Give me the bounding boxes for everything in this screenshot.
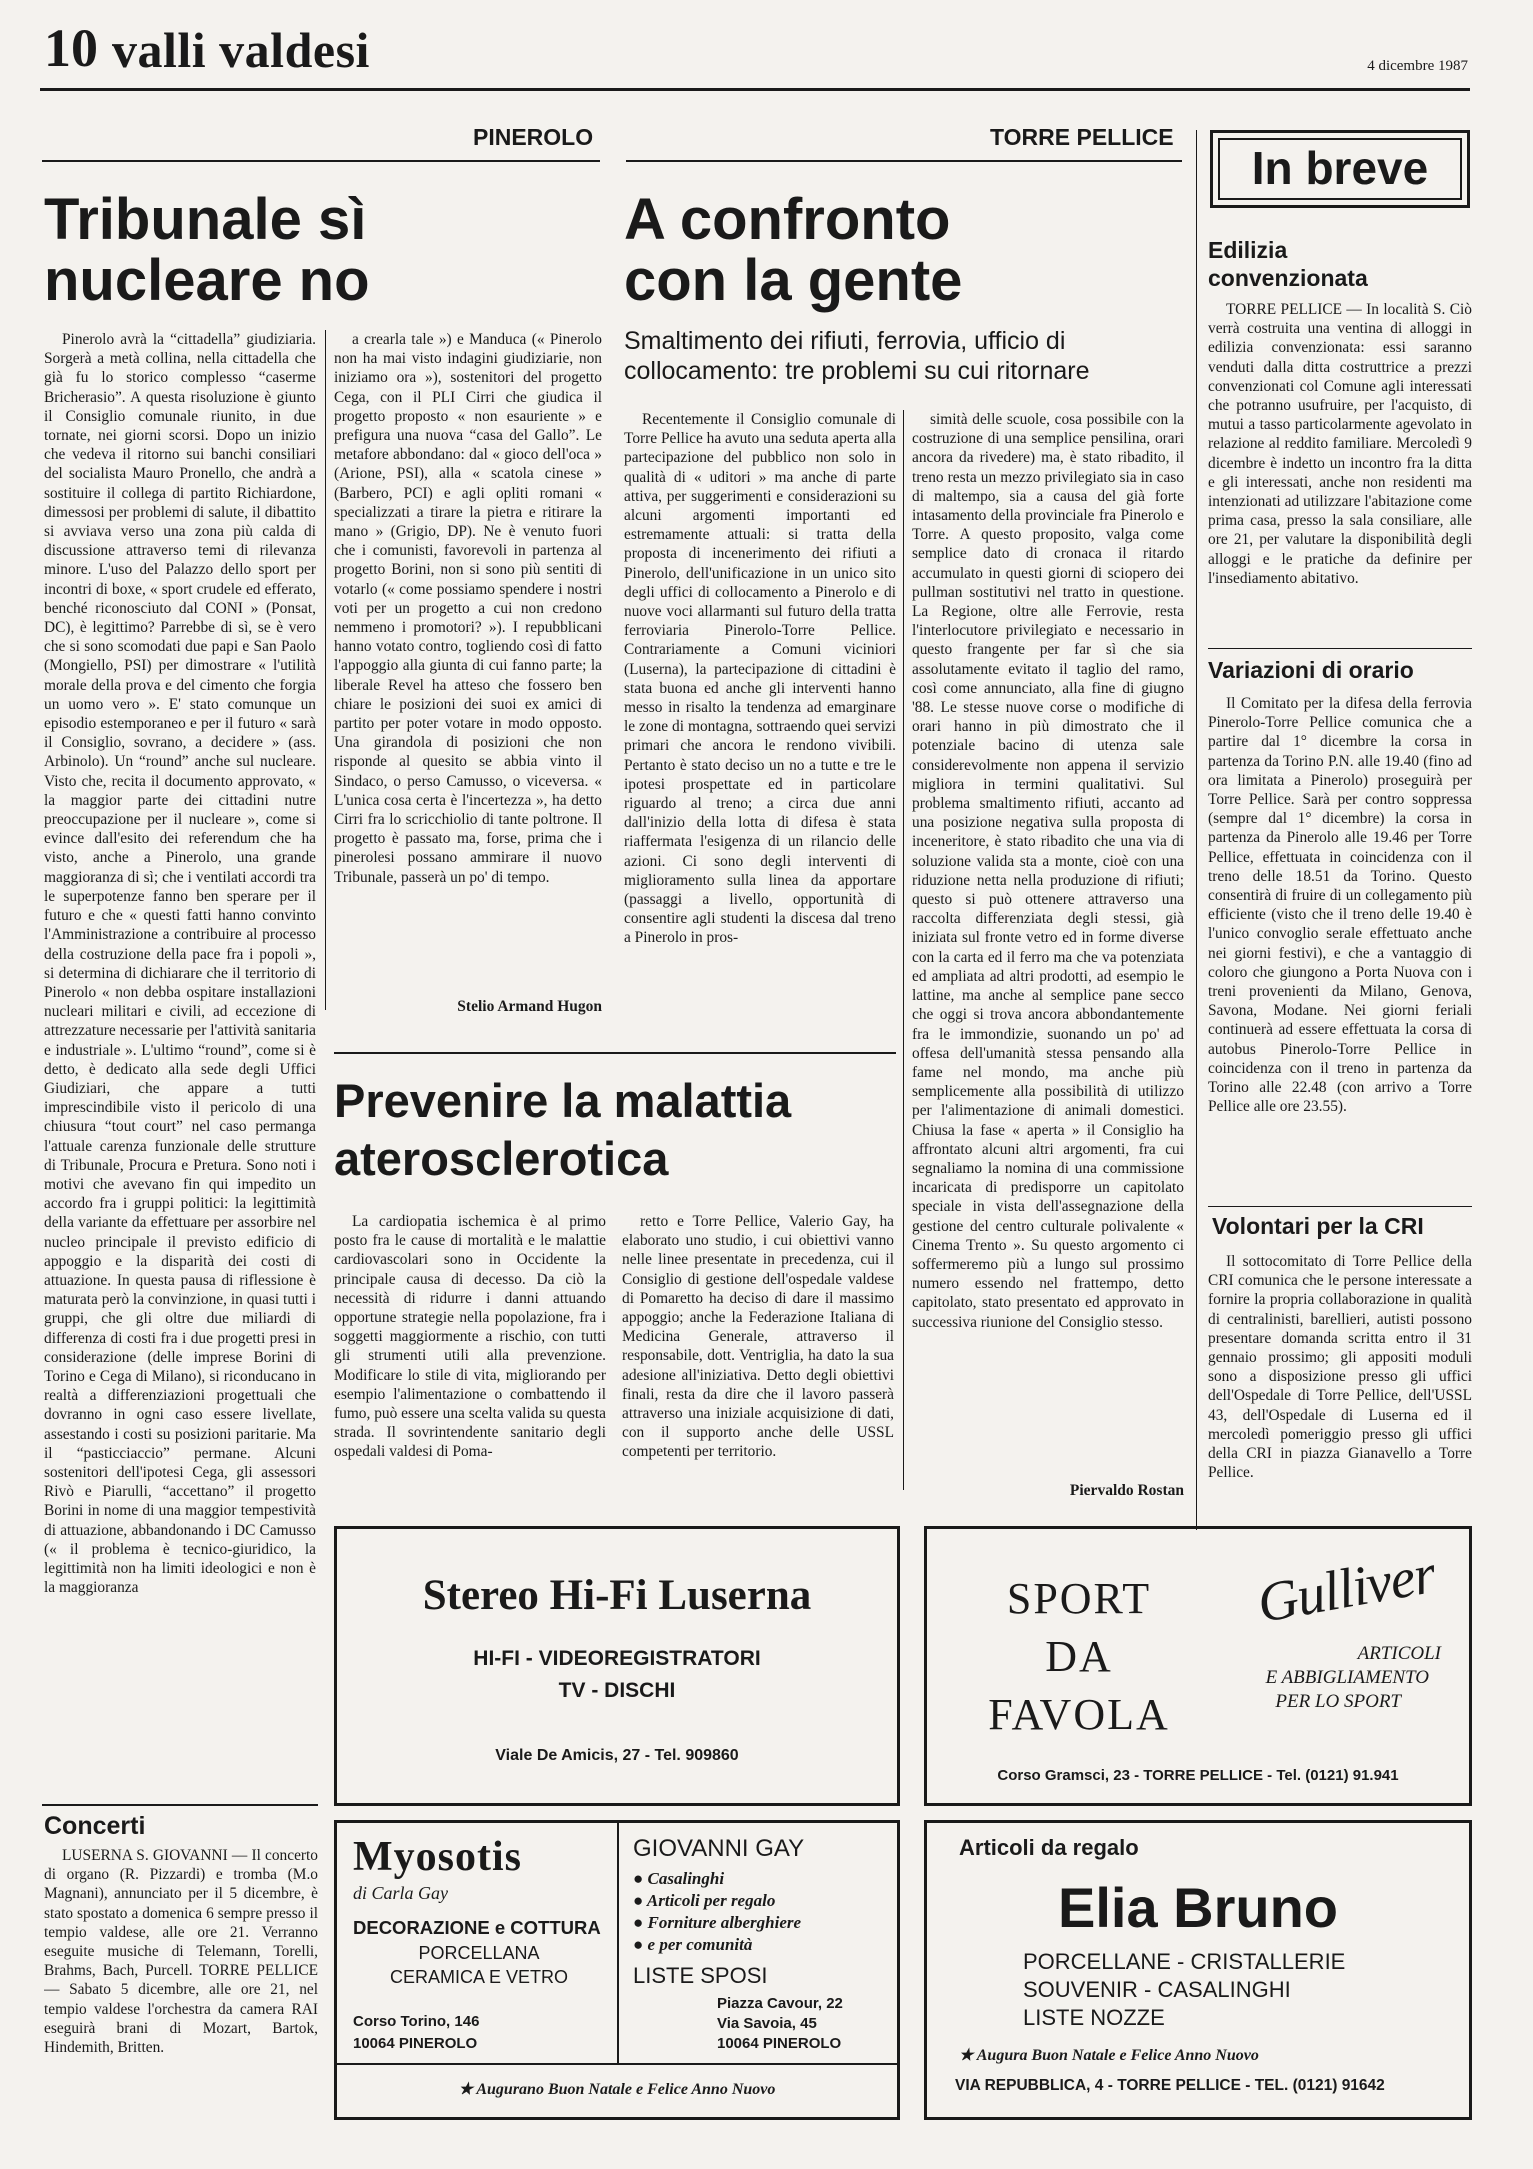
column-rule-2 bbox=[903, 410, 904, 1490]
section-rule-right bbox=[626, 160, 1182, 162]
ad-gulliver-tag2: E ABBIGLIAMENTO bbox=[1265, 1667, 1429, 1688]
ad-gulliver-tag3: PER LO SPORT bbox=[1275, 1691, 1401, 1712]
tribunale-column-2 bbox=[334, 330, 602, 992]
headline-tribunale bbox=[44, 187, 370, 313]
ad-stereo-hifi bbox=[334, 1526, 900, 1806]
brief-variazioni-text bbox=[1208, 694, 1472, 1198]
ad-stereo-line1: HI-FI - VIDEOREGISTRATORI bbox=[473, 1647, 761, 1670]
elia-line2: SOUVENIR - CASALINGHI bbox=[1023, 1977, 1291, 2002]
column-rule-3 bbox=[1196, 130, 1197, 1530]
myosotis-addr1: Corso Torino, 146 bbox=[353, 2013, 480, 2030]
ad-bottom-divider bbox=[337, 2063, 897, 2065]
ad-gulliver-line1: SPORT bbox=[1006, 1574, 1152, 1623]
confronto-bottom-rule bbox=[334, 1052, 896, 1054]
ad-gulliver-line3: FAVOLA bbox=[988, 1690, 1170, 1739]
ad-shared-greeting-text: Augurano Buon Natale e Felice Anno Nuovo bbox=[476, 2081, 776, 2098]
myosotis-line3: CERAMICA E VETRO bbox=[389, 1967, 569, 1987]
headline-prevenire bbox=[334, 1072, 791, 1188]
prevenire-col1-text: La cardiopatia ischemica è al primo posto fra le cause di mortalità e le malattie cardiovascolari sono in Occidente la principale causa di decesso. Da ciò la necessità di ridurre i danni attuando opportune strategie nella popolazione, fra i soggetti maggiormente a rischio, con tutti gli strumenti utili alla prevenzione. Modificare lo stile di vita, migliorando per esempio l'alimentazione o combattendo il fumo, può essere una scelta valida su questa strada. Il sovrintendente sanitario degli ospedali valdesi di Poma- bbox=[334, 1213, 606, 1461]
ad-gulliver-address: Corso Gramsci, 23 - TORRE PELLICE - Tel. (0121) 91.941 bbox=[997, 1767, 1399, 1784]
in-breve-title: In breve bbox=[1251, 142, 1429, 194]
prevenire-column-1 bbox=[334, 1212, 606, 1498]
gay-item-3-text: Forniture alberghiere bbox=[647, 1913, 802, 1932]
ad-gulliver bbox=[924, 1526, 1472, 1806]
ad-shared-greeting: ★ Augurano Buon Natale e Felice Anno Nuovo bbox=[458, 2081, 776, 2098]
section-label-pinerolo: PINEROLO bbox=[473, 124, 594, 150]
headline-tribunale-line2: nucleare no bbox=[44, 247, 370, 313]
myosotis-line2: PORCELLANA bbox=[418, 1943, 540, 1963]
confronto-col1-text: Recentemente il Consiglio comunale di Torre Pellice ha avuto una seduta aperta alla partecipazione del pubblico non solo in qualità di « uditori » ma anche di parte attiva, per suggerimenti e considerazioni su alcuni argomenti importanti ed estremamente attuali: si tratta della proposta di incenerimento dei rifiuti a Pinerolo, dell'unificazione in un unico sito degli uffici di collocamento a Pinerolo e di nuove voci allarmanti sul futuro della tratta ferroviaria Pinerolo-Torre Pellice. Contrariamente a Comuni viciniori (Luserna), la partecipazione di cittadini è stata buona ed anche gli interventi hanno messo in risalto la tendenza ad emarginare le zone di montagna, sottraendo quei servizi primari che ancora le rendono vivibili. Pertanto è stato deciso un no a tutte e tre le ipotesi prospettate ed in particolare riguardo al treno; a circa due anni dall'inizio della lotta di difesa è stata riaffermata l'esigenza di un rilancio delle azioni. Ci sono degli interventi di miglioramento sulla linea da apportare (passaggi a livello, opportunità di consentire agli studenti la discesa dal treno a Pinerolo in pros- bbox=[624, 411, 896, 947]
gay-liste-sposi: LISTE SPOSI bbox=[633, 1963, 768, 1988]
brief-volontari-text bbox=[1208, 1252, 1472, 1532]
header-rule bbox=[40, 88, 1470, 91]
headline-tribunale-line1: Tribunale sì bbox=[44, 187, 367, 252]
confronto-column-2 bbox=[912, 410, 1184, 1472]
headline-prevenire-line2: aterosclerotica bbox=[334, 1132, 669, 1185]
headline-confronto-line1: A confronto bbox=[624, 187, 951, 252]
elia-greeting-text: Augura Buon Natale e Felice Anno Nuovo bbox=[976, 2047, 1259, 2064]
in-breve-box bbox=[1210, 130, 1470, 208]
concerti-text bbox=[44, 1846, 318, 2132]
gay-item-2-text: Articoli per regalo bbox=[646, 1891, 776, 1910]
concerti-top-rule bbox=[42, 1804, 318, 1806]
headline-confronto-line2: con la gente bbox=[624, 247, 963, 313]
elia-greeting: ★ Augura Buon Natale e Felice Anno Nuovo bbox=[959, 2047, 1259, 2064]
ad-stereo-title: Stereo Hi-Fi Luserna bbox=[422, 1572, 812, 1619]
masthead: valli valdesi bbox=[112, 22, 370, 78]
brief-title-variazioni: Variazioni di orario bbox=[1208, 657, 1414, 683]
gay-item-4: ● e per comunità bbox=[633, 1935, 753, 1954]
gay-addr3: 10064 PINEROLO bbox=[717, 2035, 842, 2052]
myosotis-logo: Myosotis bbox=[353, 1834, 522, 1880]
brief-variazioni-paragraph: Il Comitato per la difesa della ferrovia Pinerolo-Torre Pellice comunica che a partire dal 1° dicembre la corsa in partenza da Torino P.N. alle 19.40 (fino ad ora limitata a Pinerolo) proseguirà per Torre Pellice. Sarà per contro soppressa (sempre dal 1° dicembre) la corsa in partenza da Pinerolo alle 19.46 per Torre Pellice, effettuata in coincidenza con il treno delle 18.51 da Torino. Questo consentirà di fruire di un collegamento più efficiente (visto che il treno delle 19.40 è l'unico convoglio serale effettuato anche nei giorni festivi), e che a vantaggio di coloro che giungono a Porta Nuova con i treni provenienti da Milano, Genova, Savona, Modane. Nei giorni feriali continuerà ad essere effettuata la corsa di autobus Pinerolo-Torre Pellice in coincidenza con il treno in partenza da Torino alle 22.48 (con arrivo a Torre Pellice alle ore 23.55). bbox=[1208, 695, 1472, 1116]
confronto-col2-text: simità delle scuole, cosa possibile con la costruzione di una semplice pensilina, orari ancora da rivedere) ma, è stato ribadito, il treno resta un mezzo privilegiato sia in caso di maltempo, sia a causa del già forte intasamento della provinciale fra Pinerolo e Torre. A questo proposito, valga come semplice dato di cronaca il ritardo accumulato in questi giorni di sciopero dei pullman sostitutivi nel tratto in questione. La Regione, oltre alle Ferrovie, resta l'interlocutore privilegiato e necessario in questo frangente per far sì che sia assolutamente evitato il taglio del ramo, così come annunciato, alla fine di giugno '88. Le stesse nuove corse o modifiche di orari hanno in più dimostrato che il potenziale bacino di utenza sale considerevolmente non appena il servizio migliora in termini qualitativi. Sul problema smaltimento rifiuti, accanto ad una posizione negativa sulla proposta di inceneritore, è stato ribadito che una via di soluzione valida sta a monte, cioè con una riduzione netta nella produzione di rifiuti; questo si può ottenere attraverso una raccolta differenziata degli stessi, già iniziata sul fronte vetro ed in forme diverse con la carta ed il ferro ma che va potenziata ed ampliata ad altri prodotti, ad esempio le lattine, ma anche al semplice pane secco che oggi si trova ancora abbondantemente fra le immondizie, suonando un po' ad offesa dell'umanità stessa pensando alla fame nel mondo, ma anche più semplicemente alla possibilità di utilizzo per l'alimentazione di animali domestici. Chiusa la fase « aperta » il Consiglio ha affrontato alcuni altri argomenti, fra cui segnaliamo la nomina di una commissione incaricata di predisporre un capitolato speciale in vista dell'assegnazione della gestione del centro culturale polivalente « Cinema Trento ». Su questo argomento ci soffermeremo più a lungo sul prossimo numero essendo nel frattempo, detto capitolato, stato presentato ed approvato in successiva riunione del Consiglio stesso. bbox=[912, 411, 1184, 1331]
page-number: 10 bbox=[44, 18, 98, 78]
ad-divider bbox=[617, 1823, 619, 2063]
byline-tribunale: Stelio Armand Hugon bbox=[457, 998, 602, 1015]
subhead-confronto: Smaltimento dei rifiuti, ferrovia, ufficio di collocamento: tre problemi su cui ritornare bbox=[624, 327, 1090, 385]
gay-addr2: Via Savoia, 45 bbox=[717, 2015, 817, 2032]
tribunale-col1-text: Pinerolo avrà la “cittadella” giudiziaria. Sorgerà a metà collina, nella cittadella che già fu lo storico complesso “caserme Bricherasio”. A questa risoluzione è giunto il Consiglio comunale riunito, in due tornate, nei giorni scorsi. Dopo un inizio che vedeva il ritorno sui banchi consiliari del socialista Mauro Pronello, che andrà a sostituire il collega di partito Richiardone, dimessosi per problemi di salute, il dibattito si avviava verso una zona più calda di discussione attraverso temi di rilevanza minore. L'uso del Palazzo dello sport per incontri di boxe, « sport crudele ed efferato, benché riconosciuto dal CONI » (Ponsat, DC), è legittimo? Parrebbe di sì, se è vero che si sono scomodati due papi e San Paolo (Mongiello, PSI) per dimostrare « l'utilità morale della prova e del cimento che forgia un uomo vero ». E' stato comunque un episodio estemporaneo e per il futuro « sarà il Consiglio, sovrano, a decidere » (ass. Arbinolo). Un “round” anche sul nucleare. Visto che, recita il documento approvato, « la maggior parte dei cittadini nutre preoccupazione per il nucleare », come si evince dall'esito dei referendum che ha visto, anche a Pinerolo, una grande maggioranza di sì; che i ventilati accordi tra le superpotenze fanno ben sperare per il futuro e che « questi fatti hanno convinto l'Amministrazione a contribuire al processo della costruzione della pace fra i popoli », si determina di dichiarare che il territorio di Pinerolo « non debba ospitare installazioni nucleari militari e civili, ad eccezione di attrezzature necessarie per l'attività sanitaria e industriale ». L'ultimo “round”, come si è detto, è dedicato alla sede degli Uffici Giudiziari, che appare a tutti imprescindibile visto il pericolo di una chiusura “tout court” nel caso permanga l'attuale carenza funzionale delle strutture di Tribunale, Procura e Pretura. Sono noti i motivi che avevano fin qui impedito un accordo fra i gruppi politici: la legittimità della variante da effettuare per assorbire nel nucleo principale il previsto edificio di appoggio e la disparità dei costi di attuazione. In questa pausa di riflessione è maturata però la convinzione, in quasi tutti i gruppi, che gli oltre due miliardi di differenza di costi fra i due progetti presi in considerazione (delle imprese Borini di Torino e Cega di Milano), si riconducano in realtà a differenziazioni progettuali che dovranno in ogni caso essere livellate, assestando i costi su posizioni paritarie. Ma il “pasticciaccio” permane. Alcuni sostenitori dell'ipotesi Cega, gli assessori Rivò e Piarulli, “accettano” il progetto Borini in nome di una maggior tempestività di attuazione, abbandonando i DC Camusso (« il problema è tecnico-giuridico, la legittimità non ha limiti ideologici e non è la maggioranza bbox=[44, 331, 316, 1597]
brief-volontari-paragraph: Il sottocomitato di Torre Pellice della CRI comunica che le persone interessate a fornire la propria collaborazione in qualità di centralinisti, barellieri, autisti possono presentare domanda scritta entro il 31 gennaio prossimo; gli appositi moduli sono a disposizione presso gli uffici dell'Ospedale di Torre Pellice, dell'USSL 43, dell'Ospedale di Luserna ed il mercoledì pomeriggio presso gli uffici della CRI in piazza Gianavello a Torre Pellice. bbox=[1208, 1253, 1472, 1482]
ad-myosotis-gay bbox=[334, 1820, 900, 2120]
elia-address: VIA REPUBBLICA, 4 - TORRE PELLICE - TEL. (0121) 91642 bbox=[955, 2077, 1385, 2094]
ad-elia-bruno bbox=[924, 1820, 1472, 2120]
prevenire-col2-text: retto e Torre Pellice, Valerio Gay, ha elaborato uno studio, i cui obiettivi vanno nelle linee presentate in precedenza, cui il Consiglio di gestione dell'ospedale valdese di Pomaretto ha deciso di dare il massimo appoggio; anche la Federazione Italiana di Medicina Generale, attraverso il responsabile, dott. Ventriglia, ha dato la sua adesione all'iniziativa. Detto degli obiettivi finali, resta da dire che il lavoro passerà attraverso una iniziale acquisizione di dati, con il supporto anche delle USSL competenti per territorio. bbox=[622, 1213, 894, 1461]
gay-name: GIOVANNI GAY bbox=[633, 1835, 805, 1862]
ad-stereo-line2: TV - DISCHI bbox=[558, 1679, 676, 1702]
brief-title-edilizia-line2: convenzionata bbox=[1208, 265, 1368, 291]
headline-prevenire-line1: Prevenire la malattia bbox=[334, 1074, 792, 1127]
gay-item-1: ● Casalinghi bbox=[633, 1869, 725, 1888]
brief-rule-1 bbox=[1208, 648, 1472, 649]
brief-title-edilizia bbox=[1208, 236, 1368, 292]
section-label-torre-pellice: TORRE PELLICE bbox=[990, 124, 1174, 150]
headline-confronto bbox=[624, 187, 963, 313]
tribunale-column-1 bbox=[44, 330, 316, 1792]
myosotis-line1: DECORAZIONE e COTTURA bbox=[353, 1917, 601, 1938]
prevenire-column-2 bbox=[622, 1212, 894, 1498]
gay-item-3: ● Forniture alberghiere bbox=[633, 1913, 802, 1932]
byline-confronto: Piervaldo Rostan bbox=[1069, 1482, 1184, 1499]
brief-edilizia-paragraph: TORRE PELLICE — In località S. Ciò verrà costruita una ventina di alloggi in edilizia convenzionata: essi saranno venduti dalla ditta costruttrice a prezzi convenzionati col Comune agli interessati che potranno usufruire, per l'acquisto, di mutui a tasso particolarmente agevolato in relazione al reddito familiare. Mercoledì 9 dicembre è indetto un incontro fra la ditta e gli interessati, anche non residenti ma intenzionati ad utilizzare l'abitazione come prima casa, presso la sala consiliare, alle ore 21, per valutare la disponibilità degli alloggi e le pratiche da definire per l'insediamento abitativo. bbox=[1208, 301, 1472, 587]
elia-name: Elia Bruno bbox=[1057, 1876, 1339, 1939]
brief-title-edilizia-line1: Edilizia bbox=[1208, 237, 1288, 263]
brief-rule-2 bbox=[1208, 1206, 1472, 1207]
elia-line1: PORCELLANE - CRISTALLERIE bbox=[1023, 1949, 1346, 1974]
gay-item-4-text: e per comunità bbox=[647, 1935, 753, 1954]
issue-date: 4 dicembre 1987 bbox=[1367, 58, 1468, 74]
elia-header: Articoli da regalo bbox=[959, 1835, 1139, 1860]
concerti-title: Concerti bbox=[44, 1812, 146, 1840]
confronto-column-1 bbox=[624, 410, 896, 1016]
column-rule-1 bbox=[325, 330, 326, 1010]
elia-line3: LISTE NOZZE bbox=[1023, 2005, 1165, 2030]
section-rule-left bbox=[42, 160, 600, 162]
gay-addr1: Piazza Cavour, 22 bbox=[717, 1995, 843, 2012]
myosotis-addr2: 10064 PINEROLO bbox=[353, 2035, 478, 2052]
ad-gulliver-line2: DA bbox=[1045, 1632, 1113, 1681]
ad-gulliver-tag1: ARTICOLI bbox=[1357, 1643, 1441, 1664]
myosotis-owner: di Carla Gay bbox=[353, 1883, 449, 1903]
gay-item-1-text: Casalinghi bbox=[647, 1869, 725, 1888]
ad-stereo-address: Viale De Amicis, 27 - Tel. 909860 bbox=[495, 1747, 739, 1764]
brief-edilizia-text bbox=[1208, 300, 1472, 638]
tribunale-col2-text: a crearla tale ») e Manduca (« Pinerolo non ha mai visto indagini giudiziarie, non iniziamo ora »), sostenitori del progetto Cega, con il PLI Cirri che giudica il progetto proposto « non esauriente » e prefigura una nuova “casa del Gallo”. Le metafore abbondano: dal « gioco dell'oca » (Arione, PSI), alla « scatola cinese » (Barbero, PCI) e agli opliti romani « specializzati a tirare la pietra e ritirare la mano » (Grigio, DP). Ne è venuto fuori che i comunisti, favorevoli in partenza al progetto Borini, non si sono più sentiti di votarlo (« come possiamo spendere i nostri voti per un progetto a cui non credono nemmeno i promotori? »). I repubblicani hanno votato contro, togliendo così di fatto l'appoggio alla giunta di cui fanno parte; la liberale Revel ha atteso che fossero ben chiare le posizioni dei suoi ex amici di partito per poter votare in modo opposto. Una girandola di posizioni che non risponde al quesito se abbia vinto il Sindaco, o perso Camusso, o viceversa. « L'unica cosa certa è l'incertezza », ha detto Cirri fra lo scricchiolio di tante poltrone. Il progetto è passato ma, forse, prima che i pinerolesi possano ammirare il nuovo Tribunale, passerà un po' di tempo. bbox=[334, 331, 602, 886]
concerti-paragraph: LUSERNA S. GIOVANNI — Il concerto di organo (R. Pizzardi) e tromba (M.o Magnani), annunciato per il 5 dicembre, è stato spostato a domenica 6 sempre presso il tempio valdese, alle ore 21. Verranno eseguite musiche di Telemann, Torelli, Brahms, Bach, Purcell. TORRE PELLICE — Sabato 5 dicembre, alle ore 21, nel tempio valdese l'orchestra da camera RAI eseguirà brani di Mozart, Bartok, Hindemith, Britten. bbox=[44, 1847, 318, 2057]
gay-item-2: ● Articoli per regalo bbox=[633, 1891, 776, 1910]
gulliver-logo: Gulliver bbox=[1252, 1542, 1440, 1636]
brief-title-volontari: Volontari per la CRI bbox=[1212, 1213, 1424, 1239]
